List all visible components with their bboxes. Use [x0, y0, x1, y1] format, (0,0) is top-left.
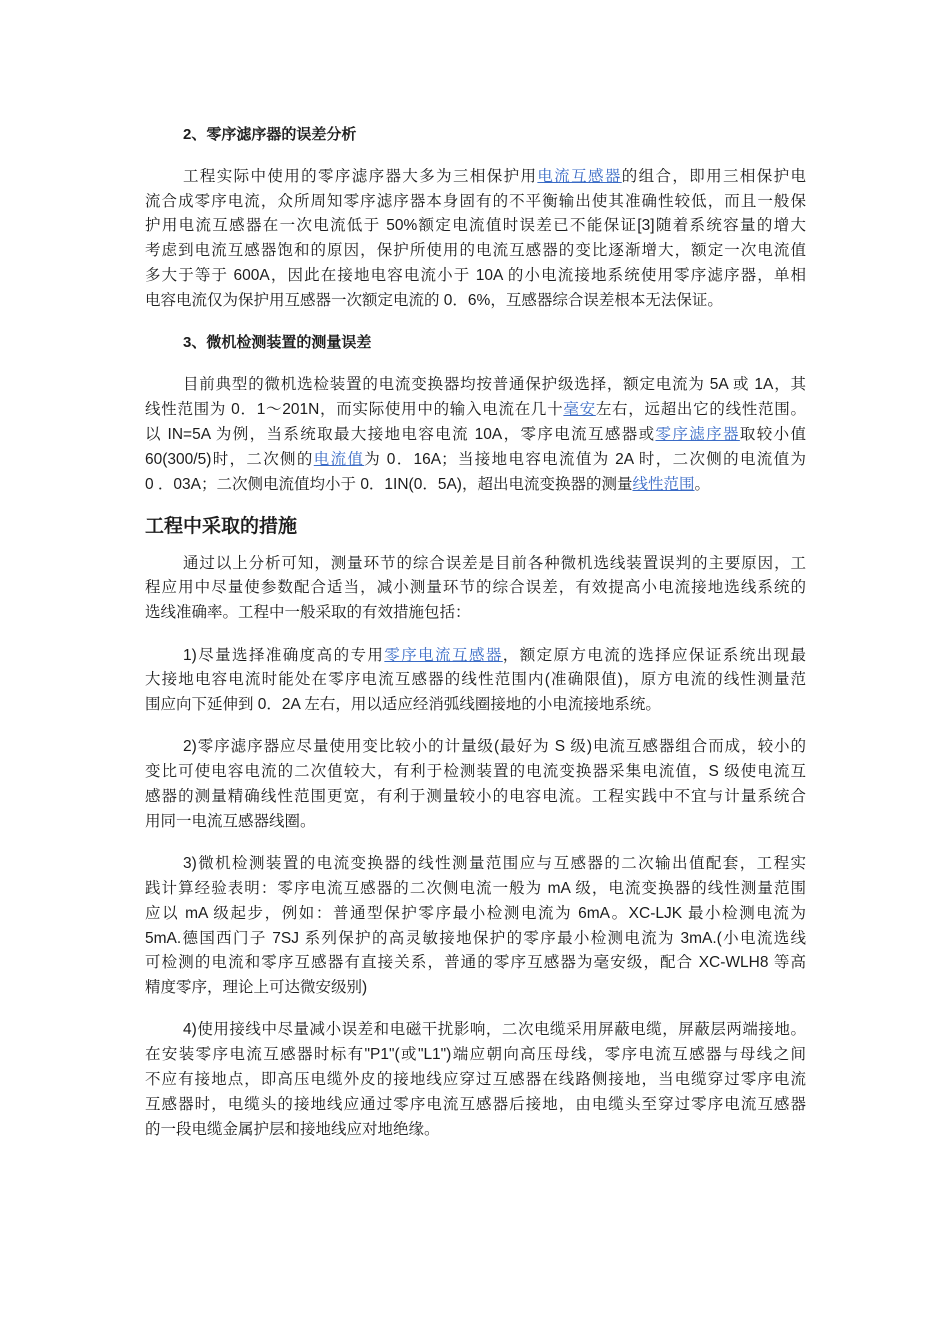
text-run: 围应向下延伸到 0．2A 左右，用以适应经消弧线圈接地的小电流接地系统。	[145, 696, 661, 714]
paragraph	[145, 735, 806, 834]
text-run: 践计算经验表明：零序电流互感器的二次侧电流一般为 mA 级，电流变换器的线性测量范围	[145, 879, 806, 897]
text-run: 考虑到电流互感器饱和的原因，保护所使用的电流互感器的变比逐渐增大，额定一次电流值	[145, 242, 806, 260]
text-run: 大接地电容电流时能处在零序电流互感器的线性范围内(准确限值)，原方电流的线性测量范	[145, 671, 806, 689]
text-run: 5mA.德国西门子 7SJ 系列保护的高灵敏接地保护的零序最小检测电流为 3mA.(小电流选线	[145, 929, 806, 947]
text-run: 为 0．16A；当接地电容电流值为 2A 时，二次侧的电流值为	[364, 450, 806, 468]
text-line	[145, 693, 806, 718]
text-run: 流合成零序电流，众所周知零序滤序器本身固有的不平衡输出使其准确性较低，而且一般保	[145, 192, 806, 210]
text-run: 护用电流互感器在一次电流低于 50%额定电流值时误差已不能保证[3]随着系统容量的增大	[145, 217, 806, 235]
text-run: ，额定原方电流的选择应保证系统出现最	[502, 646, 806, 664]
text-line	[145, 190, 806, 215]
text-line	[145, 264, 806, 289]
document-page	[145, 123, 806, 1160]
text-line	[145, 668, 806, 693]
text-line	[145, 552, 806, 577]
text-line	[145, 760, 806, 785]
text-line	[145, 1093, 806, 1118]
text-run: 。	[694, 475, 710, 493]
text-run: 电容电流仅为保护用互感器一次额定电流的 0．6%，互感器综合误差根本无法保证。	[145, 291, 723, 309]
text-run: 变比可使电容电流的二次值较大，有利于检测装置的电流变换器采集电流值，S 级使电流互	[145, 763, 806, 781]
paragraph	[145, 165, 806, 314]
section-title: 工程中采取的措施	[145, 515, 298, 537]
paragraph	[145, 373, 806, 497]
text-run: 4)使用接线中尽量减小误差和电磁干扰影响，二次电缆采用屏蔽电缆，屏蔽层两端接地。	[183, 1021, 806, 1039]
text-run: 取较小值	[739, 425, 806, 443]
text-run: 线性范围为 0．1～201N，而实际使用中的输入电流在几十	[145, 401, 564, 419]
paragraph	[145, 644, 806, 718]
text-run: 用同一电流互感器线圈。	[145, 812, 316, 830]
text-line	[145, 852, 806, 877]
text-line	[145, 373, 806, 398]
text-line	[145, 289, 806, 314]
text-line	[145, 1118, 806, 1143]
text-run: 精度零序，理论上可达微安级别)	[145, 979, 368, 997]
text-run: 选线准确率。工程中一般采取的有效措施包括：	[145, 604, 471, 622]
text-run: 0 ．03A；二次侧电流值均小于 0．1IN(0．5A)，超出电流变换器的测量	[145, 475, 633, 493]
text-run: 互感器时，电缆头的接地线应通过零序电流互感器后接地，由电缆头至穿过零序电流互感器	[145, 1095, 806, 1113]
text-run: 的一段电缆金属护层和接地线应对地绝缘。	[145, 1120, 440, 1138]
subsection-heading: 2、零序滤序器的误差分析	[183, 125, 357, 143]
text-line	[145, 927, 806, 952]
linear-range-link[interactable]: 线性范围	[632, 475, 695, 493]
text-run: 1)尽量选择准确度高的专用	[183, 646, 385, 664]
text-run: 应以 mA 级起步，例如：普通型保护零序最小检测电流为 6mA。XC-LJK 最小检测电流为	[145, 904, 806, 922]
text-run: 工程实际中使用的零序滤序器大多为三相保护用	[183, 167, 538, 185]
text-run: 可检测的电流和零序互感器有直接关系，普通的零序互感器为毫安级，配合 XC-WLH8 等高	[145, 954, 806, 972]
zero-sequence-filter-link[interactable]: 零序滤序器	[655, 425, 740, 443]
paragraph	[145, 852, 806, 1001]
text-run: 的组合，即用三相保护电	[621, 167, 806, 185]
text-line	[145, 239, 806, 264]
text-line	[145, 398, 806, 423]
text-run: 2)零序滤序器应尽量使用变比较小的计量级(最好为 S 级)电流互感器组合而成，较小的	[183, 738, 806, 756]
text-run: 以 IN=5A 为例，当系统取最大接地电容电流 10A，零序电流互感器或	[145, 425, 656, 443]
text-line	[145, 448, 806, 473]
text-line	[145, 951, 806, 976]
text-line	[145, 1043, 806, 1068]
current-value-link[interactable]: 电流值	[313, 450, 365, 468]
text-line	[145, 1068, 806, 1093]
zero-sequence-ct-link[interactable]: 零序电流互感器	[384, 646, 503, 664]
text-run: 感器的测量精确线性范围更宽，有利于测量较小的电容电流。工程实践中不宜与计量系统合	[145, 788, 806, 806]
text-line	[145, 902, 806, 927]
text-line	[145, 1018, 806, 1043]
text-line	[145, 976, 806, 1001]
text-line	[145, 214, 806, 239]
text-line	[145, 165, 806, 190]
subsection-heading: 3、微机检测装置的测量误差	[183, 334, 372, 352]
text-run: 60(300/5)时，二次侧的	[145, 450, 314, 468]
text-run: 目前典型的微机选检装置的电流变换器均按普通保护级选择，额定电流为 5A 或 1A，其	[183, 376, 806, 394]
paragraph	[145, 552, 806, 626]
text-line	[145, 735, 806, 760]
text-line	[145, 423, 806, 448]
text-line	[145, 576, 806, 601]
text-line	[145, 473, 806, 498]
text-run: 左右，远超出它的线性范围。	[595, 401, 806, 419]
text-line	[145, 644, 806, 669]
milliampere-link[interactable]: 毫安	[563, 401, 596, 419]
text-line	[145, 785, 806, 810]
text-line	[145, 601, 806, 626]
text-run: 3)微机检测装置的电流变换器的线性测量范围应与互感器的二次输出值配套，工程实	[183, 855, 806, 873]
text-line	[145, 877, 806, 902]
text-run: 多大于等于 600A，因此在接地电容电流小于 10A 的小电流接地系统使用零序滤序器，单相	[145, 266, 806, 284]
text-run: 通过以上分析可知，测量环节的综合误差是目前各种微机选线装置误判的主要原因，工	[183, 554, 806, 572]
paragraph	[145, 1018, 806, 1142]
text-run: 在安装零序电流互感器时标有"P1"(或"L1")端应朝向高压母线，零序电流互感器与母线之间	[145, 1046, 806, 1064]
current-transformer-link[interactable]: 电流互感器	[537, 167, 622, 185]
text-line	[145, 810, 806, 835]
text-run: 不应有接地点，即高压电缆外皮的接地线应穿过互感器在线路侧接地，当电缆穿过零序电流	[145, 1071, 806, 1088]
text-run: 程应用中尽量使参数配合适当，减小测量环节的综合误差，有效提高小电流接地选线系统的	[145, 579, 806, 597]
